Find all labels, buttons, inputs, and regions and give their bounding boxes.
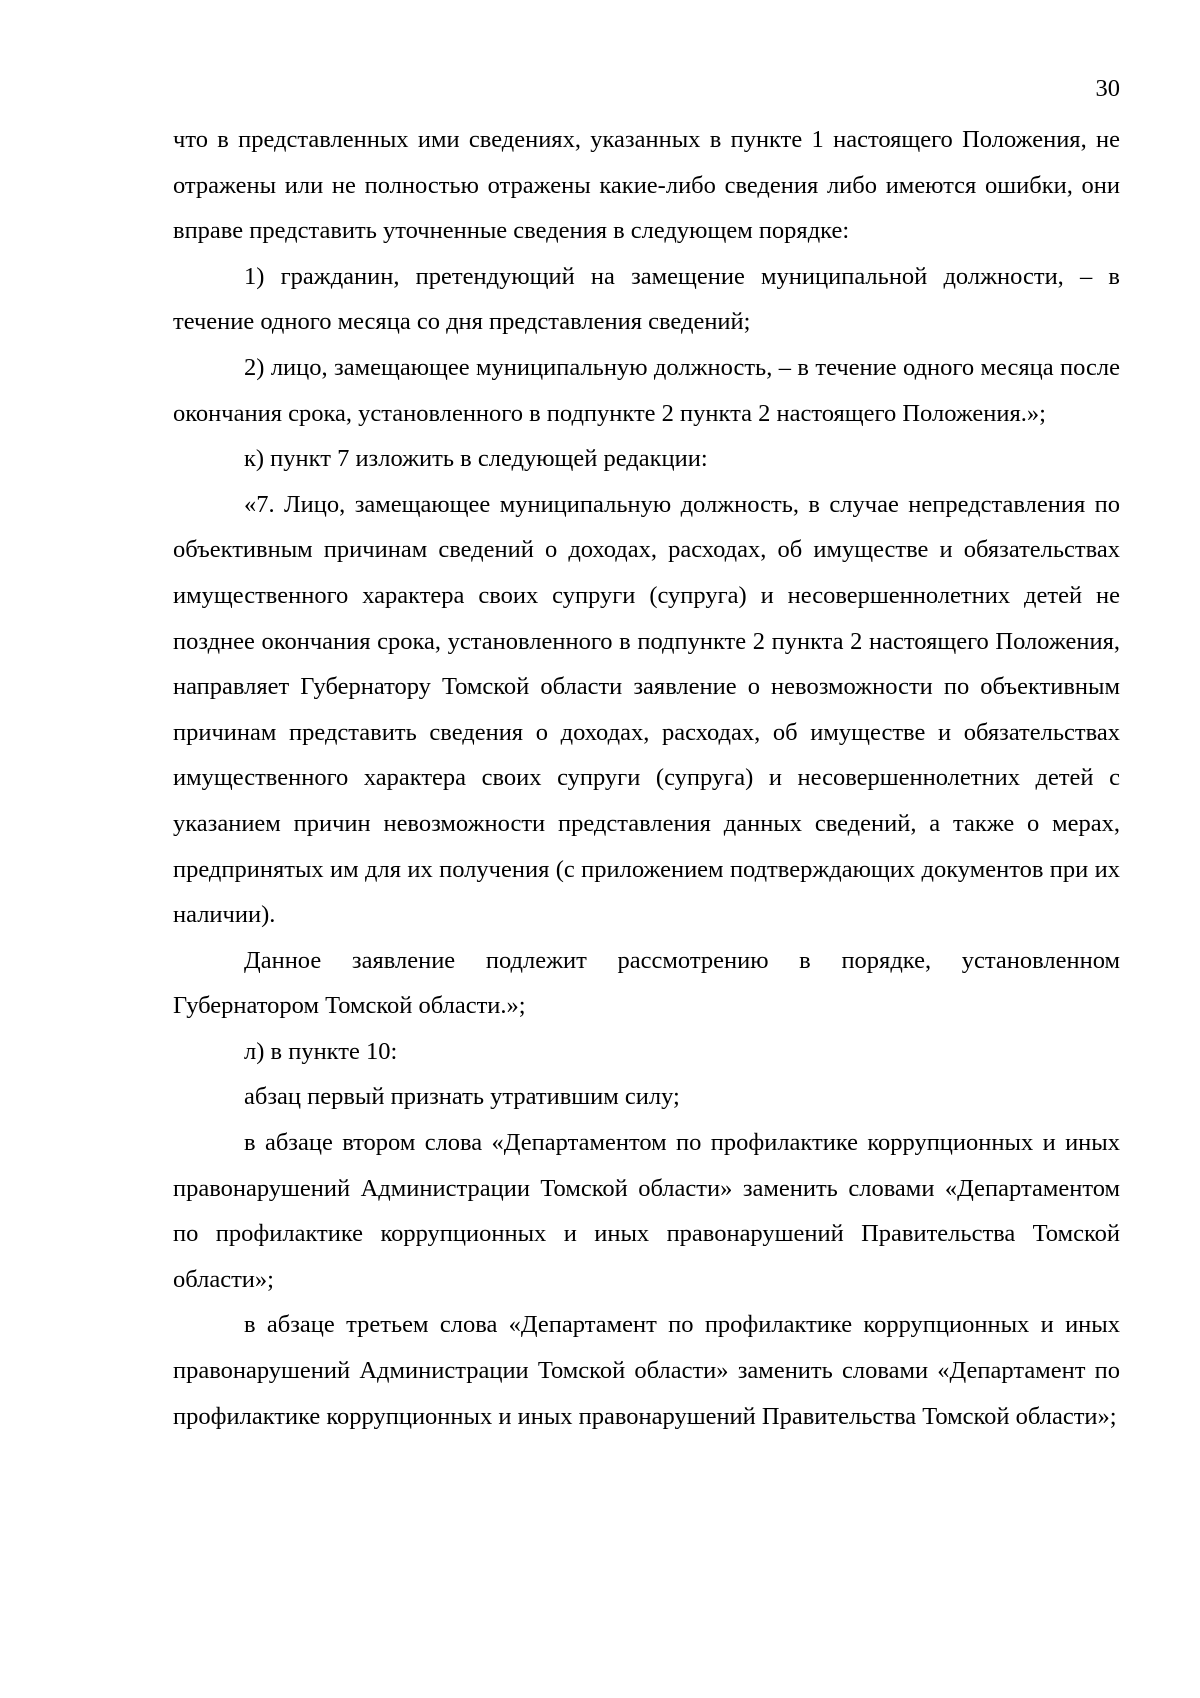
paragraph-third-abzac: в абзаце третьем слова «Департамент по профилактике коррупционных и иных правонарушений Администрации Томской области» заменить словами «Департамент по профилактике коррупционных и иных правонарушений Правительства Томской области»; xyxy=(173,1311,1120,1430)
page-number: 30 xyxy=(1095,75,1120,102)
paragraph-item-1: 1) гражданин, претендующий на замещение муниципальной должности, – в течение одного месяца со дня представления сведений; xyxy=(173,262,1120,336)
paragraph-first-abzac: абзац первый признать утратившим силу; xyxy=(244,1083,680,1111)
document-body xyxy=(173,117,1120,1439)
paragraph-item-2: 2) лицо, замещающее муниципальную должность, – в течение одного месяца после окончания срока, установленного в подпункте 2 пункта 2 настоящего Положения.»; xyxy=(173,353,1120,427)
paragraph-item-l: л) в пункте 10: xyxy=(244,1037,398,1065)
paragraph-continuation: что в представленных ими сведениях, указанных в пункте 1 настоящего Положения, не отражены или не полностью отражены какие-либо сведения либо имеются ошибки, они вправе представить уточненные сведения в следующем порядке: xyxy=(173,126,1120,245)
paragraph-statement-review: Данное заявление подлежит рассмотрению в порядке, установленном Губернатором Томской области.»; xyxy=(173,946,1120,1020)
paragraph-second-abzac: в абзаце втором слова «Департаментом по профилактике коррупционных и иных правонарушений Администрации Томской области» заменить словами «Департаментом по профилактике коррупционных и иных правонарушений Правительства Томской области»; xyxy=(173,1129,1120,1293)
paragraph-clause-7: «7. Лицо, замещающее муниципальную должность, в случае непредставления по объективным причинам сведений о доходах, расходах, об имуществе и обязательствах имущественного характера своих супруги (супруга) и несовершеннолетних детей не позднее окончания срока, установленного в подпункте 2 пункта 2 настоящего Положения, направляет Губернатору Томской области заявление о невозможности по объективным причинам представить сведения о доходах, расходах, об имуществе и обязательствах имущественного характера своих супруги (супруга) и несовершеннолетних детей с указанием причин невозможности представления данных сведений, а также о мерах, предпринятых им для их получения (с приложением подтверждающих документов при их наличии). xyxy=(173,490,1120,929)
paragraph-item-k: к) пункт 7 изложить в следующей редакции: xyxy=(244,445,708,473)
